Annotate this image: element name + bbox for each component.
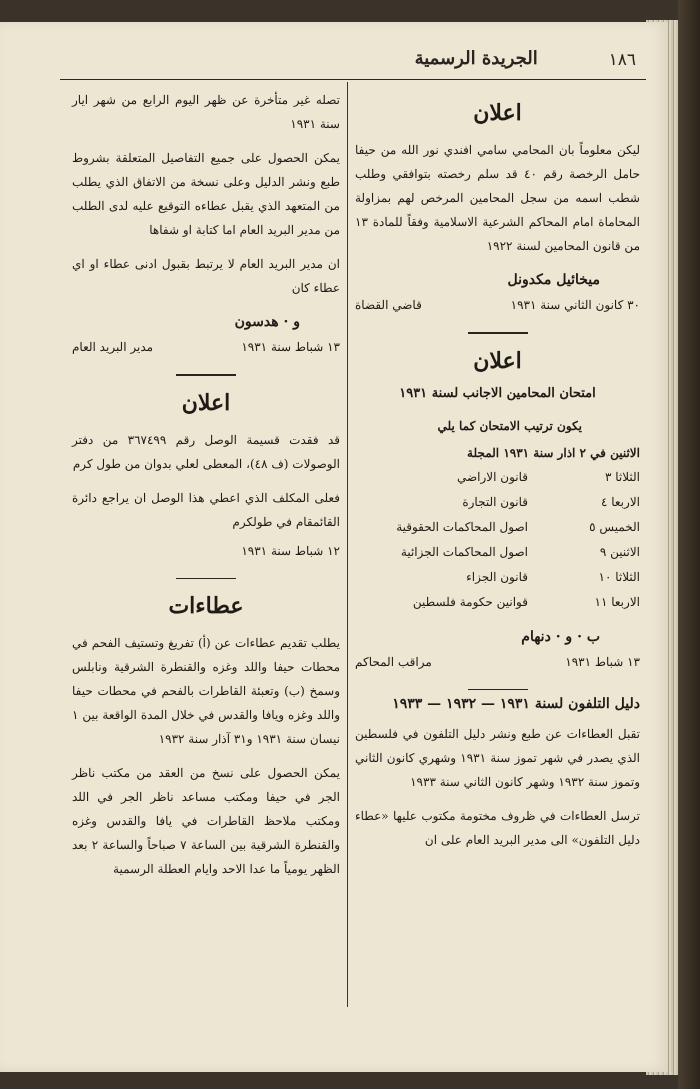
page-header [60, 48, 646, 80]
exam-subject: قوانين حكومة فلسطين [412, 594, 528, 609]
exam-row [355, 465, 640, 490]
exam-day: الاربعا ٤ [600, 494, 640, 509]
notice-heading: اعلان [473, 100, 522, 126]
notice-body: ترسل العطاءات في ظروف مختومة مكتوب عليها «عطاء دليل التلفون» الى مدير البريد العام على ان [355, 809, 640, 847]
notice-body: ان مدير البريد العام لا يرتبط بقبول ادنى عطاء او اي عطاء كان [72, 257, 340, 295]
section-separator [176, 578, 236, 580]
signature-line [355, 294, 640, 316]
notice-phone-directory [355, 696, 640, 852]
section-separator [468, 689, 528, 691]
exam-intro: يكون ترتيب الامتحان كما يلي [437, 418, 582, 433]
signer-name: ب · و · دنهام [521, 628, 600, 645]
exam-day: الاثنين ٩ [599, 544, 640, 559]
section-separator [176, 374, 236, 376]
exam-subject: قانون الاراضي [456, 469, 528, 484]
exam-day: الاربعا ١١ [594, 594, 640, 609]
notice-heading: دليل التلفون لسنة ١٩٣١ — ١٩٣٢ — ١٩٣٣ [392, 696, 640, 712]
notice-heading: اعلان [181, 389, 231, 416]
exam-subject: قانون التجارة [462, 494, 528, 509]
section-separator [468, 332, 528, 334]
notice-phone-directory-cont [72, 88, 340, 358]
notice-body: يمكن الحصول على نسخ من العقد من مكتب ناظر الجر في حيفا ومكتب مساعد ناظر الجر في اللد ومكتب ملاحظ القاطرات في يافا والقدس وغزه والقنطرة الشرقية بين الساعة ٧ صباحاً والساعة ٢ بعد الظهر يومياً ما عدا الاحد وايام العطلة الرسمية [72, 766, 340, 876]
signer-name: و · هدسون [234, 314, 300, 330]
exam-row [355, 540, 640, 565]
gazette-title: الجريدة الرسمية [414, 48, 538, 69]
exam-subject: قانون الجزاء [466, 569, 528, 584]
signature-line [72, 540, 340, 562]
signature-line [355, 651, 640, 673]
notice-tenders [72, 593, 340, 881]
exam-row [355, 515, 640, 540]
signature-line [72, 336, 340, 358]
notice-lawyer-license [355, 100, 640, 316]
column-divider [347, 82, 348, 1007]
signer-title: مدير البريد العام [72, 340, 154, 354]
signer-title: قاضي القضاة [355, 298, 422, 312]
notice-body: ليكن معلوماً بان المحامي سامي افندي نور الله من حيفا حامل الرخصة رقم ٤٠ قد سلم رخصته بتوافقي وطلب شطب اسمه من سجل المحامين المرخص لهم بمزاولة المحاماة امام المحاكم الشرعية الاسلامية وفقاً للمادة ١٣ من قانون المحامين لسنة ١٩٢٢ [355, 143, 641, 253]
notice-heading: اعلان [473, 347, 522, 374]
notice-body: تقبل العطاءات عن طبع ونشر دليل التلفون في فلسطين الذي يصدر في شهر تموز سنة ١٩٣١ وشهري كانون الثاني وتموز سنة ١٩٣٢ وشهر كانون الثاني سنة ١٩٣٣ [355, 727, 641, 789]
page-number: ١٨٦ [608, 50, 636, 70]
notice-body: فعلى المكلف الذي اعطي هذا الوصل ان يراجع دائرة القائمقام في طولكرم [72, 490, 340, 529]
left-column [72, 82, 340, 881]
notice-body: يمكن الحصول على جميع التفاصيل المتعلقة بشروط طبع ونشر الدليل وعلى نسخة من الاتفاق الذي يطلب من المتعهد الذي يقبل عطاءه التوقيع عليه لدى الطلب من مدير البريد العام اما كتابة او شفاها [72, 151, 340, 237]
exam-subtitle: امتحان المحامين الاجانب لسنة ١٩٣١ [399, 385, 596, 401]
book-spine [678, 0, 700, 1089]
right-column [355, 82, 640, 852]
notice-body: قد فقدت قسيمة الوصل رقم ٣٦٧٤٩٩ من دفتر الوصولات (ف ٤٨)، المعطى لعلي بدوان من طول كرم [72, 432, 340, 471]
exam-row [355, 565, 640, 590]
exam-day: الثلاثا ٣ [604, 469, 640, 484]
exam-row [355, 590, 640, 615]
exam-day: الثلاثا ١٠ [598, 569, 640, 584]
notice-heading: عطاءات [168, 593, 244, 619]
signer-title: مراقب المحاكم [355, 654, 432, 669]
exam-first-row: الاثنين في ٢ اذار سنة ١٩٣١ المجلة [467, 445, 640, 460]
signer-name: ميخائيل مكدونل [507, 272, 600, 288]
notice-date: ١٣ شباط سنة ١٩٣١ [241, 340, 340, 354]
notice-date: ٣٠ كانون الثاني سنة ١٩٣١ [510, 298, 640, 312]
exam-schedule-list [355, 465, 640, 615]
notice-body: يطلب تقديم عطاءات عن (أ) تفريغ وتستيف الفحم في محطات حيفا واللد وغزه والقنطرة الشرقية ونابلس وسمخ (ب) وتعبئة القاطرات بالفحم في محطات حيفا واللد وغزه ويافا والقدس في خلال المدة الواقعة بين ١ نيسان سنة ١٩٣١ و٣١ آذار سنة ١٩٣٢ [72, 636, 340, 746]
notice-date: ١٣ شباط ١٩٣١ [565, 654, 640, 669]
exam-row [355, 490, 640, 515]
notice-exam-schedule [355, 348, 640, 673]
notice-date: ١٢ شباط سنة ١٩٣١ [241, 543, 340, 558]
exam-subject: اصول المحاكمات الجزائية [400, 544, 528, 559]
exam-subject: اصول المحاكمات الحقوقية [396, 519, 528, 534]
notice-body: تصله غير متأخرة عن ظهر اليوم الرابع من شهر ايار سنة ١٩٣١ [72, 93, 340, 131]
notice-lost-receipt [72, 390, 340, 562]
exam-day: الخميس ٥ [589, 519, 640, 534]
